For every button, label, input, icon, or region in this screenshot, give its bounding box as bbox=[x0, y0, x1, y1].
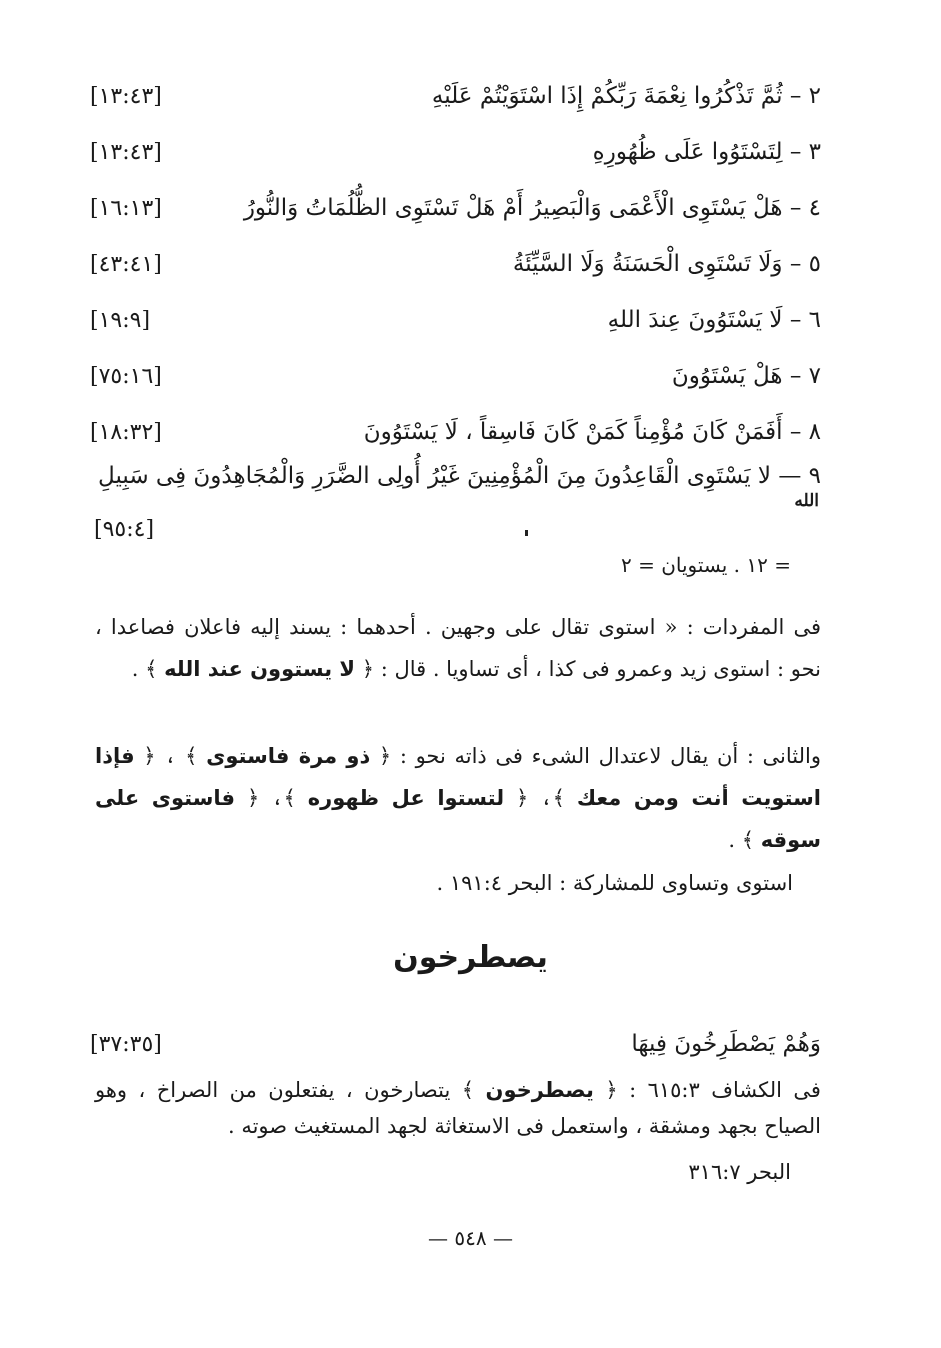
ink-speck bbox=[525, 530, 528, 536]
verse-reference: [٤٣:٤١] bbox=[90, 251, 162, 277]
verse-text-continuation: الله bbox=[794, 491, 819, 511]
verse-line-7 bbox=[90, 354, 821, 398]
paragraph-mufradat bbox=[95, 606, 821, 690]
verse-reference: [١٨:٣٢] bbox=[90, 419, 162, 445]
verse-text: ٧ – هَلْ يَسْتَوُونَ bbox=[671, 363, 821, 389]
paragraph-musharaka bbox=[95, 862, 793, 904]
verse-text: ٦ – لَا يَسْتَوُونَ عِندَ اللهِ bbox=[607, 307, 821, 333]
verse-text: ٩ — لا يَسْتَوِى الْقَاعِدُونَ مِنَ الْمُؤْمِنِينَ غَيْرُ أُولِى الضَّرَرِ وَالْمُجَاهِدُونَ فِى سَبِيلِ bbox=[98, 463, 821, 489]
paragraph-bahr-reference bbox=[95, 1154, 791, 1190]
quoted-verse: يصطرخون bbox=[485, 1078, 594, 1102]
verse-line-2 bbox=[90, 74, 821, 118]
quoted-verse: لا يستوون عند الله bbox=[164, 657, 356, 681]
paragraph-second-meaning bbox=[95, 735, 821, 861]
verse-line-9 bbox=[90, 463, 821, 543]
verse-reference: [٧٥:١٦] bbox=[90, 363, 162, 389]
verse-text: ٥ – وَلَا تَسْتَوِى الْحَسَنَةُ وَلَا السَّيِّئَةُ bbox=[512, 251, 821, 277]
paragraph-text: ﴾ ، ﴿ bbox=[143, 744, 198, 768]
verse-line-6 bbox=[90, 298, 821, 342]
paragraph-text: والثانى : أن يقال لاعتدال الشىء فى ذاته نحو : ﴿ bbox=[378, 744, 822, 768]
paragraph-text: استوى وتساوى للمشاركة : البحر ١٩١:٤ . bbox=[436, 871, 793, 895]
verse-text: ٨ – أَفَمَنْ كَانَ مُؤْمِناً كَمَنْ كَانَ فَاسِقاً ، لَا يَسْتَوُونَ bbox=[363, 419, 821, 445]
paragraph-text: ﴾، ﴿ bbox=[516, 786, 565, 810]
verse-text: وَهُمْ يَصْطَرِخُونَ فِيهَا bbox=[631, 1031, 821, 1057]
paragraph-text: فى المفردات : « استوى تقال على وجهين . أحدهما : يسند إليه فاعلان فصاعدا ، نحو : استوى زيد وعمرو فى كذا ، أى تساويا . قال : ﴿ bbox=[95, 615, 821, 681]
verse-text: ٤ – هَلْ يَسْتَوِى الْأَعْمَى وَالْبَصِيرُ أَمْ هَلْ تَسْتَوِى الظُّلُمَاتُ وَالنُّورُ bbox=[243, 195, 821, 221]
verse-text: ٢ – ثُمَّ تَذْكُرُوا نِعْمَةَ رَبِّكُمْ إِذَا اسْتَوَيْتُمْ عَلَيْهِ bbox=[431, 83, 821, 109]
paragraph-kashshaf bbox=[95, 1072, 821, 1144]
count-summary: = ١٢ . يستويان = ٢ bbox=[620, 553, 791, 577]
verse-text: ٣ – لِتَسْتَوُوا عَلَى ظُهُورِهِ bbox=[592, 139, 821, 165]
quoted-verse: لتستوا عل ظهوره bbox=[307, 786, 505, 810]
paragraph-text: ﴾ يتصارخون ، يفتعلون من الصراخ ، وهو الصياح بجهد ومشقة ، واستعمل فى الاستغاثة لجهد المستغيث صوته . bbox=[95, 1078, 821, 1138]
paragraph-text: ﴾ . bbox=[728, 828, 754, 852]
verse-reference: [١٣:٤٣] bbox=[90, 139, 162, 165]
verse-line-4 bbox=[90, 186, 821, 230]
quoted-verse: ذو مرة فاستوى bbox=[206, 744, 371, 768]
verse-reference: [٩٥:٤] bbox=[94, 517, 155, 542]
verse-reference: [٣٧:٣٥] bbox=[90, 1031, 162, 1057]
verse-line-8 bbox=[90, 410, 821, 454]
paragraph-text: ﴾ . bbox=[131, 657, 158, 681]
entry-heading: يصطرخون bbox=[393, 940, 548, 975]
paragraph-text: فى الكشاف ٦١٥:٣ : ﴿ bbox=[605, 1078, 821, 1102]
verse-reference: [١٣:٤٣] bbox=[90, 83, 162, 109]
verse-reference: [١٦:١٣] bbox=[90, 195, 162, 221]
paragraph-text: ﴾، ﴿ bbox=[246, 786, 296, 810]
verse-reference: [١٩:٩] bbox=[90, 307, 151, 333]
verse-line-yastarikhun bbox=[90, 1022, 821, 1066]
quoted-verse: فاستوى على سوقه bbox=[95, 786, 821, 852]
page-number: — ٥٤٨ — bbox=[428, 1226, 513, 1250]
quoted-verse: فإذا استويت أنت ومن معك bbox=[95, 744, 821, 810]
paragraph-text: البحر ٣١٦:٧ bbox=[688, 1160, 791, 1184]
verse-line-5 bbox=[90, 242, 821, 286]
verse-line-3 bbox=[90, 130, 821, 174]
